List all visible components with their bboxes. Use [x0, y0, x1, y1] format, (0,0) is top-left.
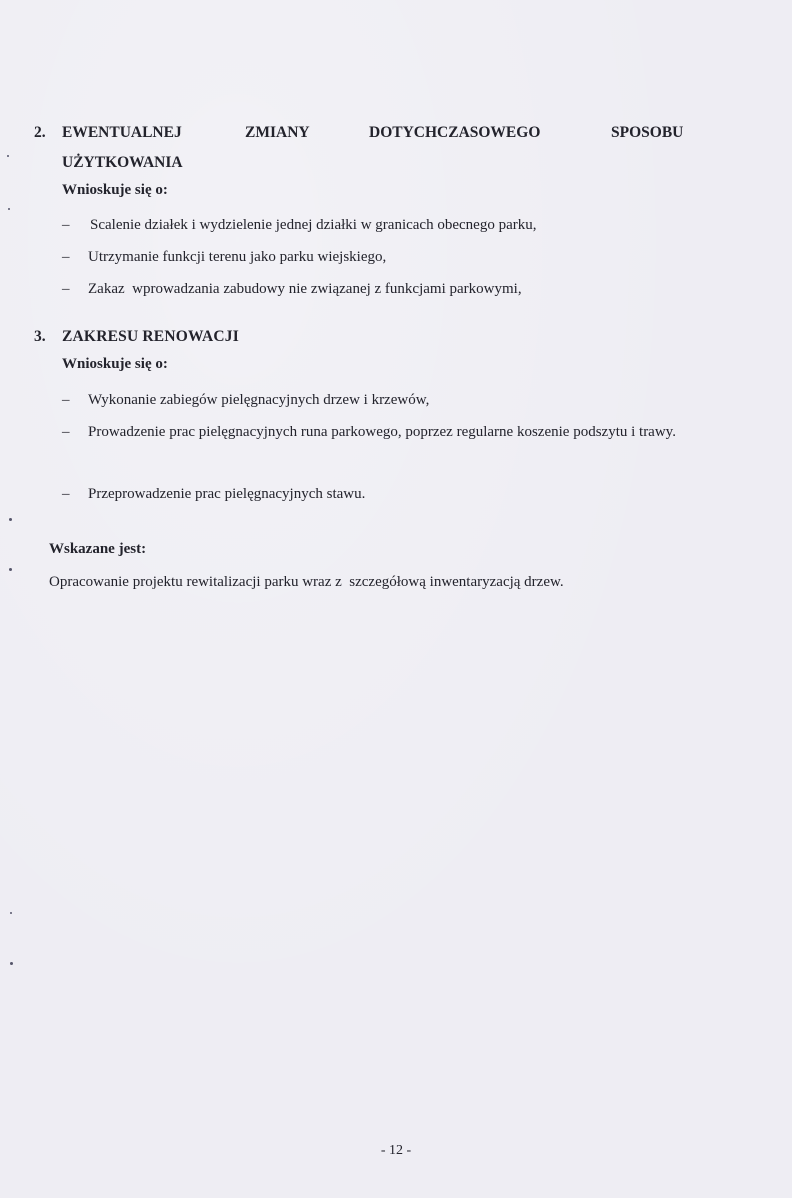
section-2-heading-line2: UŻYTKOWANIA — [62, 154, 183, 171]
bullet-dash: – — [62, 424, 70, 440]
bullet-dash: – — [62, 392, 70, 408]
bullet-dash: – — [62, 249, 70, 265]
list-item — [62, 243, 702, 272]
bullet-dash: – — [62, 486, 70, 502]
section-2-heading-word: SPOSOBU — [611, 124, 684, 141]
list-item-text: Utrzymanie funkcji terenu jako parku wiejskiego, — [88, 249, 387, 265]
section-3-heading: ZAKRESU RENOWACJI — [62, 328, 239, 345]
section-3-number: 3. — [34, 328, 46, 345]
recommendation-text: Opracowanie projektu rewitalizacji parku wraz z szczegółową inwentaryzacją drzew. — [49, 574, 564, 590]
list-item-text: Scalenie działek i wydzielenie jednej działki w granicach obecnego parku, — [90, 217, 537, 233]
scan-artifact-dot — [10, 962, 13, 965]
section-2-heading-word: DOTYCHCZASOWEGO — [369, 124, 541, 141]
list-item — [62, 275, 702, 304]
list-item-text: Przeprowadzenie prac pielęgnacyjnych stawu. — [88, 486, 366, 502]
section-2-subheading: Wnioskuje się o: — [62, 182, 168, 198]
recommendation-heading: Wskazane jest: — [49, 541, 147, 557]
list-item — [62, 480, 702, 509]
section-2-number: 2. — [34, 124, 46, 141]
bullet-dash: – — [62, 281, 70, 297]
list-item-text: Prowadzenie prac pielęgnacyjnych runa parkowego, poprzez regularne koszenie podszytu i trawy. — [88, 424, 676, 440]
section-3-subheading: Wnioskuje się o: — [62, 356, 168, 372]
page-number: - 12 - — [380, 1143, 412, 1158]
list-item — [62, 418, 696, 447]
list-item — [62, 211, 702, 240]
scan-artifact-dot — [9, 518, 12, 521]
scan-artifact-dot — [9, 568, 12, 571]
list-item-text: Zakaz wprowadzania zabudowy nie związanej z funkcjami parkowymi, — [88, 281, 522, 297]
section-2-heading-word: EWENTUALNEJ — [62, 124, 182, 141]
scan-artifact-dot — [7, 155, 9, 157]
scan-artifact-dot — [10, 912, 12, 914]
section-2-heading-word: ZMIANY — [245, 124, 310, 141]
bullet-dash: – — [62, 217, 70, 233]
scan-artifact-dot — [8, 208, 10, 210]
list-item-text: Wykonanie zabiegów pielęgnacyjnych drzew i krzewów, — [88, 392, 430, 408]
list-item — [62, 386, 702, 415]
